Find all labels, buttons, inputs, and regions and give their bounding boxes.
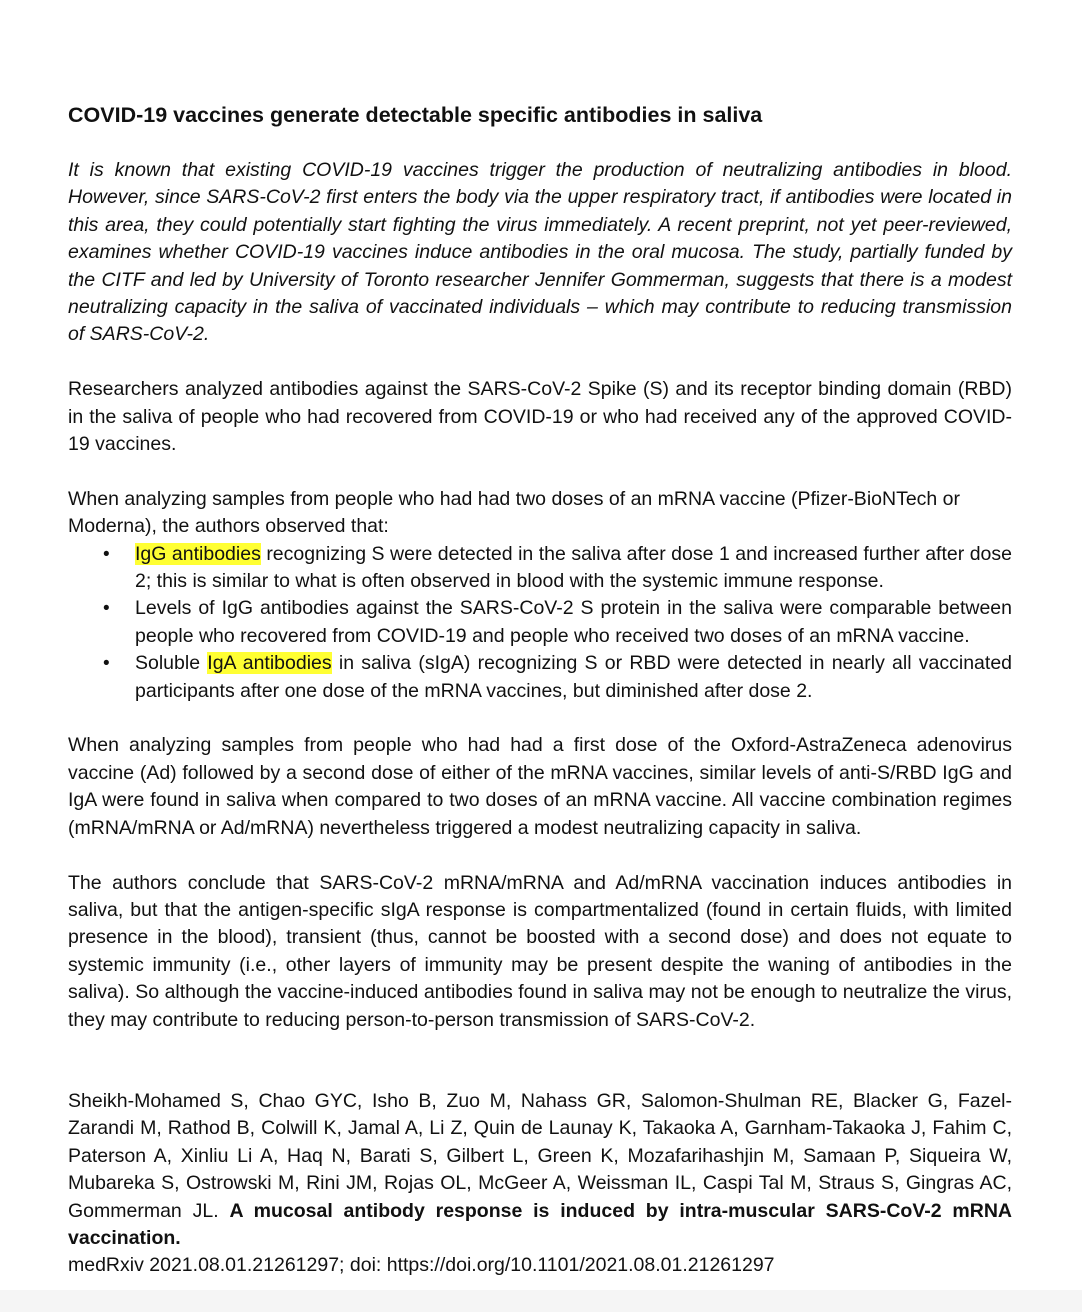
list-item-text: Levels of IgG antibodies against the SARS-CoV-2 S protein in the saliva were comparable between people who recovered from COVID-19 and people who received two doses of an mRNA vaccine. xyxy=(135,597,1012,647)
document-heading: COVID-19 vaccines generate detectable specific antibodies in saliva xyxy=(68,103,763,127)
reference-citation xyxy=(68,1088,1012,1280)
list-item-text: recognizing S were detected in the saliva after dose 1 and increased further after dose 2; this is similar to what is often observed in blood with the systemic immune response. xyxy=(135,542,1012,593)
list-item xyxy=(103,650,1013,705)
document-body xyxy=(68,100,1012,1307)
list-item-prefix: Soluble xyxy=(135,652,208,675)
bullet-marker: • xyxy=(103,543,110,565)
mrna-findings-lead: When analyzing samples from people who had had two doses of an mRNA vaccine (Pfizer-BioNTech or Moderna), the authors observed that: xyxy=(68,487,961,538)
reference-doi: medRxiv 2021.08.01.21261297; doi: https://doi.org/10.1101/2021.08.01.21261297 xyxy=(68,1254,775,1277)
mrna-findings-list xyxy=(68,541,1012,705)
reference-title: A mucosal antibody response is induced by intra-muscular SARS-CoV-2 mRNA vaccination. xyxy=(68,1199,1012,1249)
researchers-paragraph: Researchers analyzed antibodies against the SARS-CoV-2 Spike (S) and its receptor binding domain (RBD) in the saliva of people who had recovered from COVID-19 or who had received any of the approved COVID-19 vaccines. xyxy=(68,378,1012,456)
adenovirus-paragraph: When analyzing samples from people who had had a first dose of the Oxford-AstraZeneca adenovirus vaccine (Ad) followed by a second dose of either of the mRNA vaccines, similar levels of anti-S/RBD IgG and IgA were found in saliva when compared to two doses of an mRNA vaccine. All vaccine combination regimes (mRNA/mRNA or Ad/mRNA) nevertheless triggered a modest neutralizing capacity in saliva. xyxy=(68,734,1012,839)
intro-paragraph: It is known that existing COVID-19 vaccines trigger the production of neutralizing antibodies in blood. However, since SARS-CoV-2 first enters the body via the upper respiratory tract, if antibodies were located in this area, they could potentially start fighting the virus immediately. A recent preprint, not yet peer-reviewed, examines whether COVID-19 vaccines induce antibodies in the oral mucosa. The study, partially funded by the CITF and led by University of Toronto researcher Jennifer Gommerman, suggests that there is a modest neutralizing capacity in the saliva of vaccinated individuals – which may contribute to reducing transmission of SARS-CoV-2. xyxy=(68,159,1012,346)
list-item-text: in saliva (sIgA) recognizing S or RBD were detected in nearly all vaccinated participants after one dose of the mRNA vaccines, but diminished after dose 2. xyxy=(135,652,1013,702)
reference-authors: Sheikh-Mohamed S, Chao GYC, Isho B, Zuo M, Nahass GR, Salomon-Shulman RE, Blacker G, Fazel-Zarandi M, Rathod B, Colwill K, Jamal A, Li Z, Quin de Launay K, Takaoka A, Garnham-Takaoka J, Fahim C, Paterson A, Xinliu Li A, Haq N, Barati S, Gilbert L, Green K, Mozafarihashjin M, Samaan P, Siqueira W, Mubareka S, Ostrowski M, Rini JM, Rojas OL, McGeer A, Weissman IL, Caspi Tal M, Straus S, Gingras AC, Gommerman JL. xyxy=(68,1089,1012,1222)
conclusion-paragraph: The authors conclude that SARS-CoV-2 mRNA/mRNA and Ad/mRNA vaccination induces antibodies in saliva, but that the antigen-specific sIgA response is compartmentalized (found in certain fluids, with limited presence in the blood), transient (thus, cannot be boosted with a second dose) and does not equate to systemic immunity (i.e., other layers of immunity may be present despite the waning of antibodies in the saliva). So although the vaccine-induced antibodies found in saliva may not be enough to neutralize the virus, they may contribute to reducing person-to-person transmission of SARS-CoV-2. xyxy=(68,871,1012,1031)
highlighted-term: IgG antibodies xyxy=(135,542,261,565)
highlighted-term: IgA antibodies xyxy=(207,652,332,675)
bullet-marker: • xyxy=(103,653,110,675)
bullet-marker: • xyxy=(103,598,110,620)
list-item xyxy=(103,595,1012,650)
page-bottom-edge xyxy=(0,1290,1082,1312)
list-item xyxy=(103,541,1012,596)
